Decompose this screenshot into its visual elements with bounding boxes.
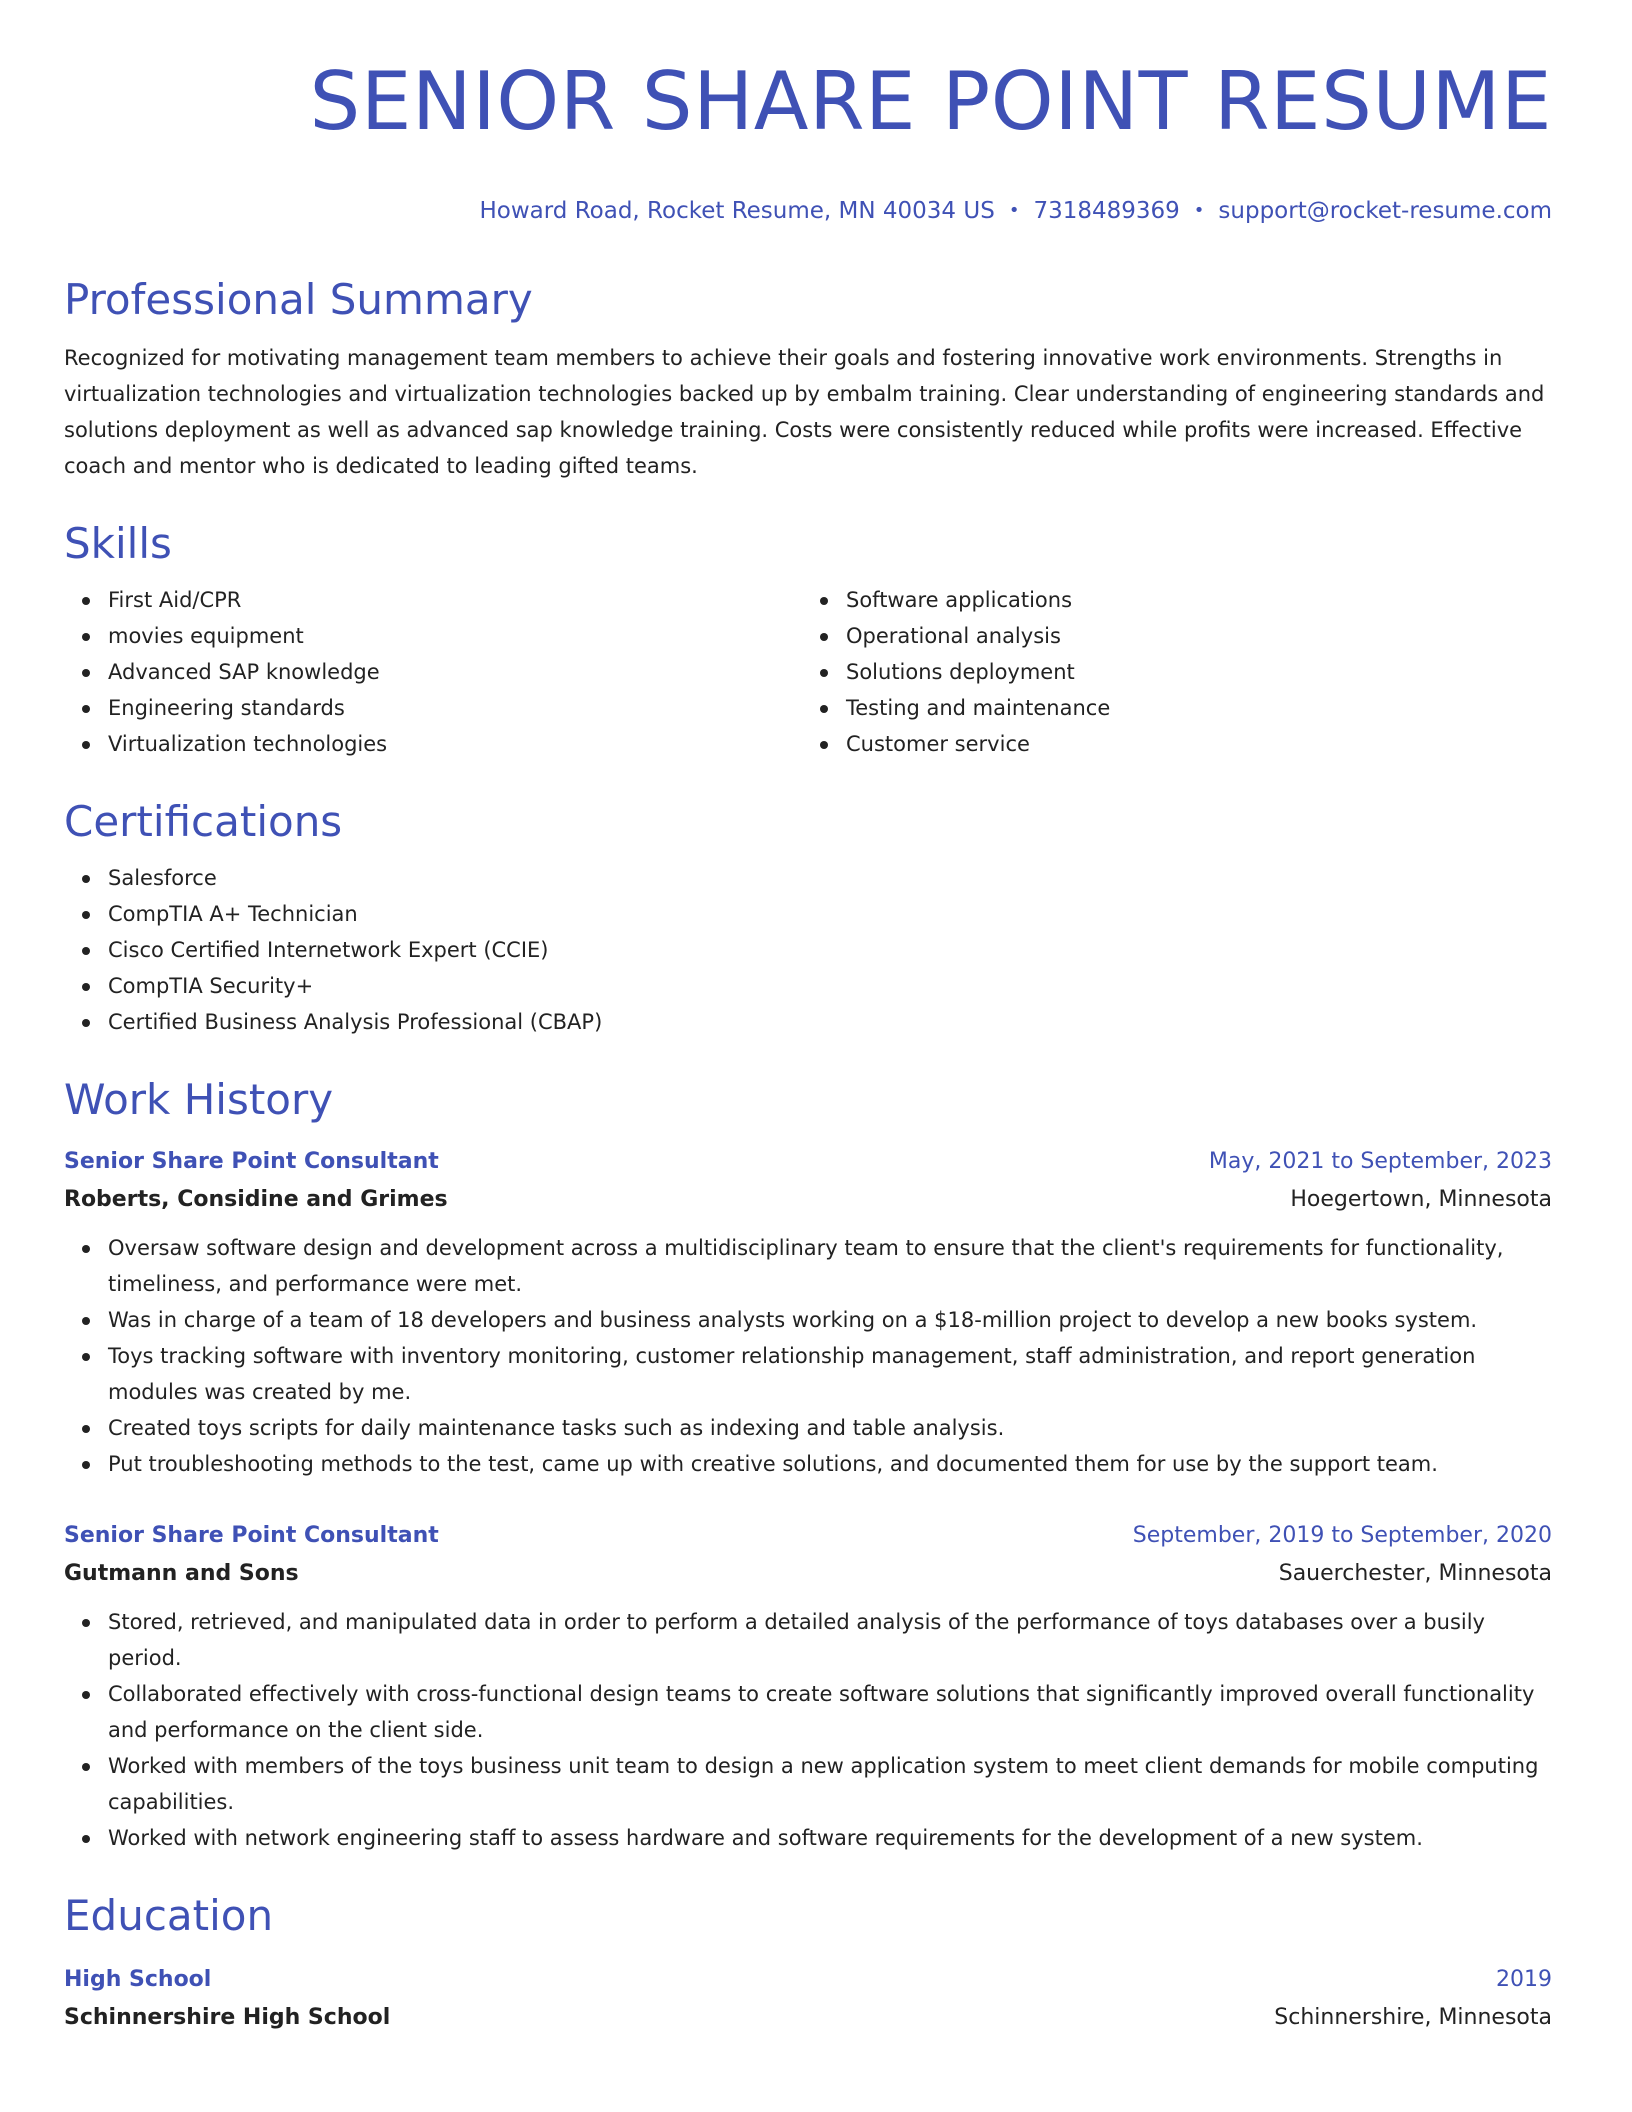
job-bullet: Stored, retrieved, and manipulated data in order to perform a detailed analysis of the performance of toys databases over a busily period. (108, 1604, 1552, 1676)
job-bullets (64, 1230, 1552, 1482)
skill-item: First Aid/CPR (108, 582, 802, 618)
job-bullet: Worked with members of the toys business unit team to design a new application system to meet client demands for mobile computing capabilities. (108, 1748, 1552, 1820)
certification-item: Certified Business Analysis Professional (CBAP) (108, 1004, 1552, 1040)
education-school-row (64, 1998, 1552, 2038)
skill-item: Advanced SAP knowledge (108, 654, 802, 690)
job-title: Senior Share Point Consultant (64, 1149, 439, 1174)
skill-item: Operational analysis (846, 618, 1540, 654)
section-title-summary: Professional Summary (64, 275, 533, 324)
job-entry (64, 1518, 1552, 1856)
resume-header (64, 56, 1552, 226)
skill-item: Testing and maintenance (846, 690, 1540, 726)
job-bullet: Worked with network engineering staff to assess hardware and software requirements for the development of a new system. (108, 1820, 1552, 1856)
education-degree: High School (64, 1967, 212, 1992)
skill-item: Solutions deployment (846, 654, 1540, 690)
job-location: Sauerchester, Minnesota (1278, 1561, 1552, 1586)
professional-summary-section (64, 274, 1552, 484)
job-entry (64, 1144, 1552, 1482)
education-location: Schinnershire, Minnesota (1274, 2005, 1552, 2030)
certification-item: Salesforce (108, 860, 1552, 896)
resume-name: SENIOR SHARE POINT RESUME (309, 55, 1552, 148)
job-company: Gutmann and Sons (64, 1561, 299, 1586)
job-bullet: Put troubleshooting methods to the test, came up with creative solutions, and documented them for use by the support team. (108, 1446, 1552, 1482)
certifications-list (64, 860, 1552, 1040)
contact-address: Howard Road, Rocket Resume, MN 40034 US (479, 198, 995, 224)
contact-separator: • (1193, 200, 1205, 221)
job-bullets (64, 1604, 1552, 1856)
job-company-row (64, 1554, 1552, 1594)
job-dates: May, 2021 to September, 2023 (1208, 1149, 1552, 1174)
job-location: Hoegertown, Minnesota (1290, 1187, 1552, 1212)
contact-line (64, 196, 1552, 226)
job-title: Senior Share Point Consultant (64, 1523, 439, 1548)
contact-email: support@rocket-resume.com (1218, 198, 1552, 224)
skill-item: Customer service (846, 726, 1540, 762)
job-bullet: Collaborated effectively with cross-functional design teams to create software solutions that significantly improved overall functionality and performance on the client side. (108, 1676, 1552, 1748)
skills-grid (64, 582, 1552, 762)
education-section (64, 1890, 1552, 2038)
job-dates: September, 2019 to September, 2020 (1132, 1523, 1552, 1548)
skill-item: movies equipment (108, 618, 802, 654)
job-bullet: Toys tracking software with inventory monitoring, customer relationship management, staff administration, and report generation modules was created by me. (108, 1338, 1552, 1410)
summary-text: Recognized for motivating management team members to achieve their goals and fostering innovative work environments. Strengths in virtualization technologies and virtualization technologies backed up by embalm training. Clear understanding of engineering standards and solutions deployment as well as advanced sap knowledge training. Costs were consistently reduced while profits were increased. Effective coach and mentor who is dedicated to leading gifted teams. (64, 346, 1545, 478)
skills-list-left (64, 582, 802, 762)
skills-section (64, 518, 1552, 762)
job-bullet: Was in charge of a team of 18 developers and business analysts working on a $18-million project to develop a new books system. (108, 1302, 1552, 1338)
certification-item: CompTIA A+ Technician (108, 896, 1552, 932)
skill-item: Software applications (846, 582, 1540, 618)
certification-item: Cisco Certified Internetwork Expert (CCIE) (108, 932, 1552, 968)
contact-phone: 7318489369 (1033, 198, 1180, 224)
section-title-education: Education (64, 1891, 274, 1940)
job-company: Roberts, Considine and Grimes (64, 1187, 448, 1212)
skills-list-right (802, 582, 1540, 762)
job-title-row (64, 1144, 1552, 1180)
education-school: Schinnershire High School (64, 2005, 391, 2030)
job-bullet: Oversaw software design and development across a multidisciplinary team to ensure that the client's requirements for functionality, timeliness, and performance were met. (108, 1230, 1552, 1302)
skill-item: Engineering standards (108, 690, 802, 726)
section-title-work-history: Work History (64, 1075, 334, 1124)
section-title-certifications: Certifications (64, 797, 343, 846)
section-title-skills: Skills (64, 519, 172, 568)
education-entry (64, 1962, 1552, 2038)
certification-item: CompTIA Security+ (108, 968, 1552, 1004)
education-degree-row (64, 1962, 1552, 1998)
job-company-row (64, 1180, 1552, 1220)
certifications-section (64, 796, 1552, 1040)
education-year: 2019 (1496, 1967, 1552, 1992)
work-history-section (64, 1074, 1552, 1856)
contact-separator: • (1008, 200, 1020, 221)
skills-column-right (802, 582, 1540, 762)
job-title-row (64, 1518, 1552, 1554)
job-bullet: Created toys scripts for daily maintenance tasks such as indexing and table analysis. (108, 1410, 1552, 1446)
skills-column-left (64, 582, 802, 762)
skill-item: Virtualization technologies (108, 726, 802, 762)
